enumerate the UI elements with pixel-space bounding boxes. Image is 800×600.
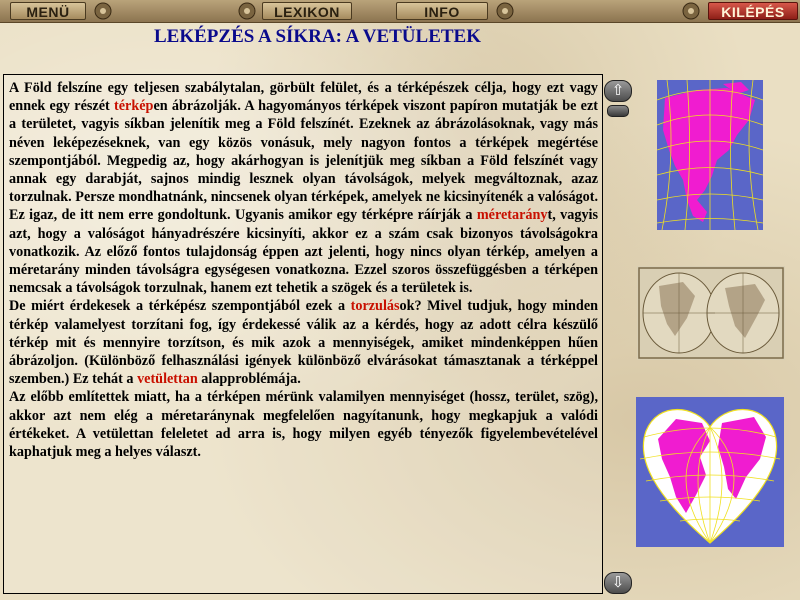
paragraph-2: De miért érdekesek a térképész szempontjából ezek a torzulások? Mivel tudjuk, hogy minden térkép valamelyest torzítani fog, így érdekessé válik az a kérdés, hogy az adott célra készülő térkép mit és mennyire torzítson, és mik azok a mennyiségek, amiket mindenképpen hűen ábrázoljon. (Különböző felhasználási igények különböző elvárásokat támasztanak a térképpel szemben.) Ez tehát a vetülettan alapproblémája. [9,298,599,388]
menu-bar [0,0,800,23]
link-meretarany[interactable]: méretarány [476,207,548,224]
gear-ornament-icon [92,0,114,22]
article-text-box[interactable] [3,74,603,594]
link-vetulettan[interactable]: vetülettan [137,371,198,388]
north-america-projection-map [657,80,763,230]
arrow-up-icon: ⇧ [611,81,625,99]
paragraph-1: A Föld felszíne egy teljesen szabálytalan, görbült felület, és a térképészek célja, hogy ezt vagy ennek egy részét térképen ábrázolják. A hagyományos térképek viszont papíron mutatják be ezt a területet, vagyis síkban jelenítik meg a Föld felszínét. Ezeknek az ábrázolásoknak, vagy más néven leképezéseknek, van egy közös vonásuk, mely nagyon fontos a térképek megértése szempontjából. Megpedig az, hogy akárhogyan is jelenítjük meg síkban a Föld felszínét vagy annak egy darabját, sajnos mindig lesznek olyan távolságok, melyek megváltoznak, azaz torzulnak. Persze mondhatnánk, nincsenek olyan térképek, amelyek ne kicsinyítenék a valóságot. Ez igaz, de itt nem erre gondoltunk. Ugyanis amikor egy térképre ráírják a méretarányt, vagyis azt, hogy a valóságot hányadrészére kicsinyíti, akkor ez a szám csak bizonyos távolságokra vonatkozik. Az előző fontos tulajdonság éppen azt jelenti, hogy nincs olyan térkép, amelyen a méretarány minden távolságra egységesen vonatkozna. Ezzel szoros összefüggésben a térképen nemcsak a távolságok torzulnak, hanem ezt tehetik a szögek és a területek is. [9,80,599,297]
page-title: LEKÉPZÉS A SÍKRA: A VETÜLETEK [154,26,481,47]
link-terkep[interactable]: térkép [114,98,154,115]
gear-ornament-icon [680,0,702,22]
heart-shaped-projection-map [636,397,784,547]
link-torzulas[interactable]: torzulás [350,298,400,315]
arrow-down-icon: ⇩ [611,573,625,591]
scroll-down-button[interactable] [604,572,632,594]
scroll-up-button[interactable] [604,80,632,102]
paragraph-3: Az előbb említettek miatt, ha a térképen mérünk valamilyen mennyiséget (hossz, terület, szög), akkor azt nem elég a méretaránynak megfelelően nagyítanunk, hogy megkapjuk a valódi értékeket. A vetülettan feleletet ad arra is, hogy milyen egyéb tényezők figyelembevételével kaphatjuk meg a helyes választ. [9,389,598,461]
exit-button[interactable]: KILÉPÉS [708,2,798,20]
menu-button[interactable]: MENÜ [10,2,86,20]
lexikon-button[interactable]: LEXIKON [262,2,352,20]
gear-ornament-icon [236,0,258,22]
antique-world-map [637,266,785,360]
gear-ornament-icon [494,0,516,22]
info-button[interactable]: INFO [396,2,488,20]
scrollbar-thumb[interactable] [607,105,629,117]
